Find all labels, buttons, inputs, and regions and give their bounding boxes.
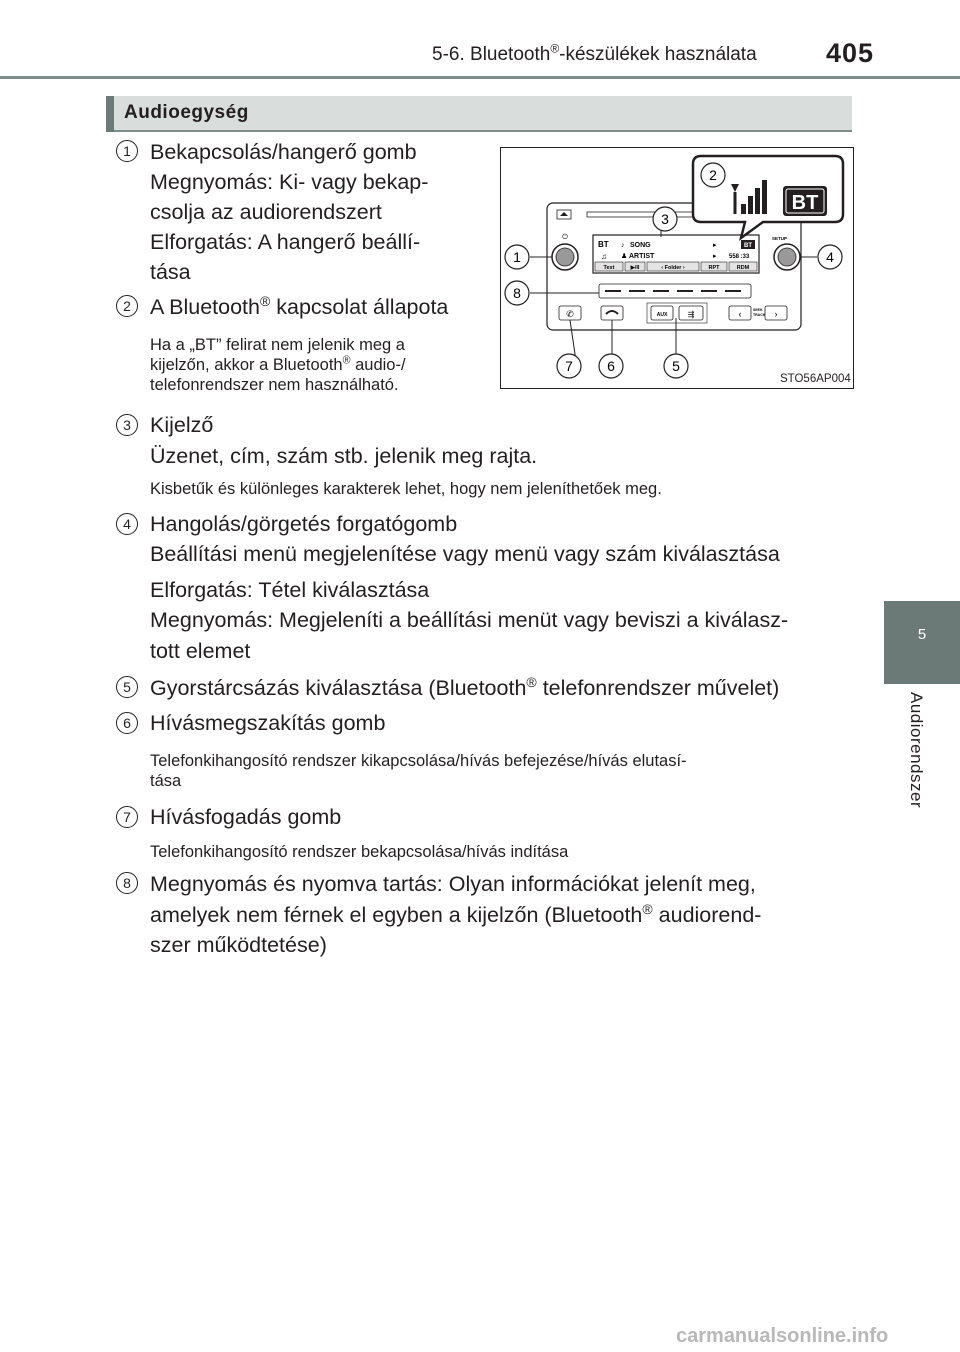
power-icon: ⏻ <box>562 234 568 241</box>
callout-6: 6 <box>607 358 615 374</box>
item-6-note: Telefonkihangosító rendszer kikapcsolása/hívás befejezése/hívás elutasí- <box>150 752 687 770</box>
item-4-title: Hangolás/görgetés forgatógomb <box>150 512 458 536</box>
callout-8: 8 <box>513 285 521 301</box>
softkey-text: Text <box>603 265 615 271</box>
page-number: 405 <box>826 38 875 68</box>
item-marker-1: 1 <box>116 140 138 162</box>
callout-3: 3 <box>661 211 669 227</box>
item-3-line: Üzenet, cím, szám stb. jelenik meg rajta. <box>150 444 538 468</box>
item-marker-6: 6 <box>116 712 138 734</box>
running-header: 5-6. Bluetooth®-készülékek használata <box>432 41 757 65</box>
callout-4: 4 <box>826 249 834 265</box>
phone-pickup-icon: ✆ <box>566 309 574 319</box>
item-8-line: amelyek nem férnek el egyben a kijelzőn (Bluetooth® audiorend- <box>150 900 762 927</box>
music-note-icon: ♪ <box>621 242 625 249</box>
item-4-line: tott elemet <box>150 639 251 663</box>
callout-5: 5 <box>672 358 680 374</box>
section-title-accent <box>106 96 114 132</box>
svg-text:TRACK: TRACK <box>753 313 766 317</box>
music-icon: ♫ <box>601 252 607 261</box>
item-marker-4: 4 <box>116 513 138 535</box>
callout-7: 7 <box>565 358 573 374</box>
item-1-title: Bekapcsolás/hangerő gomb <box>150 140 417 164</box>
display-time: 558 :33 <box>729 254 750 260</box>
svg-text:›: › <box>774 309 778 319</box>
svg-text:▸: ▸ <box>713 253 717 260</box>
item-4-line: Megnyomás: Megjeleníti a beállítási menüt vagy beviszi a kiválasz- <box>150 608 789 632</box>
display-artist: ARTIST <box>629 253 655 260</box>
figure-code: STO56AP004 <box>780 373 851 385</box>
callout-2: 2 <box>709 167 717 183</box>
display-source: BT <box>598 240 609 249</box>
svg-text:BT: BT <box>791 192 819 214</box>
svg-text:▸: ▸ <box>713 242 717 249</box>
item-marker-5: 5 <box>116 676 138 698</box>
chapter-label: Audiorendszer <box>907 692 926 809</box>
softkey-rdm: RDM <box>736 265 750 271</box>
item-2-note: telefonrendszer nem használható. <box>150 376 399 394</box>
svg-text:‹: ‹ <box>738 309 742 319</box>
item-7-title: Hívásfogadás gomb <box>150 805 342 829</box>
item-1-line: csolja az audiorendszert <box>150 200 382 224</box>
setup-label: SETUP <box>772 236 788 241</box>
item-3-title: Kijelző <box>150 413 214 437</box>
display-softkeys <box>595 262 757 271</box>
item-4-line: Elforgatás: Tétel kiválasztása <box>150 578 430 602</box>
item-marker-7: 7 <box>116 806 138 828</box>
item-8-line: szer működtetése) <box>150 933 327 957</box>
item-marker-8: 8 <box>116 872 138 894</box>
softkey-rpt: RPT <box>708 265 720 271</box>
item-3-note: Kisbetűk és különleges karakterek lehet, hogy nem jeleníthetőek meg. <box>150 480 662 498</box>
watermark: carmanualsonline.info <box>676 1325 889 1347</box>
item-4-line: Beállítási menü megjelenítése vagy menü vagy szám kiválasztása <box>150 542 780 566</box>
usb-icon: ⇶ <box>687 310 695 319</box>
display-song: SONG <box>630 242 651 249</box>
callout-1: 1 <box>513 249 521 265</box>
item-2-note: Ha a „BT” felirat nem jelenik meg a <box>150 336 405 354</box>
header-rule <box>0 76 960 79</box>
item-1-line: tása <box>150 260 191 284</box>
softkey-folder: ‹ Folder › <box>661 265 685 271</box>
item-5-title: Gyorstárcsázás kiválasztása (Bluetooth® telefonrendszer művelet) <box>150 673 780 700</box>
softkey-play-pause: ▶/II <box>630 265 640 271</box>
item-6-note: tása <box>150 772 182 790</box>
svg-text:AUX: AUX <box>656 312 668 318</box>
item-8-title: Megnyomás és nyomva tartás: Olyan információkat jelenít meg, <box>150 872 756 896</box>
item-marker-2: 2 <box>116 295 138 317</box>
item-1-line: Elforgatás: A hangerő beállí- <box>150 230 421 254</box>
item-marker-3: 3 <box>116 414 138 436</box>
item-2-note: kijelzőn, akkor a Bluetooth® audio-/ <box>150 354 406 374</box>
svg-text:BT: BT <box>744 243 752 249</box>
item-7-note: Telefonkihangosító rendszer bekapcsolása/hívás indítása <box>150 843 569 861</box>
item-1-line: Megnyomás: Ki- vagy bekap- <box>150 170 429 194</box>
item-2-title: A Bluetooth® kapcsolat állapota <box>150 292 449 319</box>
item-6-title: Hívásmegszakítás gomb <box>150 711 386 735</box>
section-title: Audioegység <box>124 102 249 123</box>
svg-text:SEEK: SEEK <box>753 308 763 312</box>
person-icon: ♟ <box>621 253 628 260</box>
chapter-number: 5 <box>917 626 927 643</box>
audio-unit-figure <box>500 147 854 389</box>
